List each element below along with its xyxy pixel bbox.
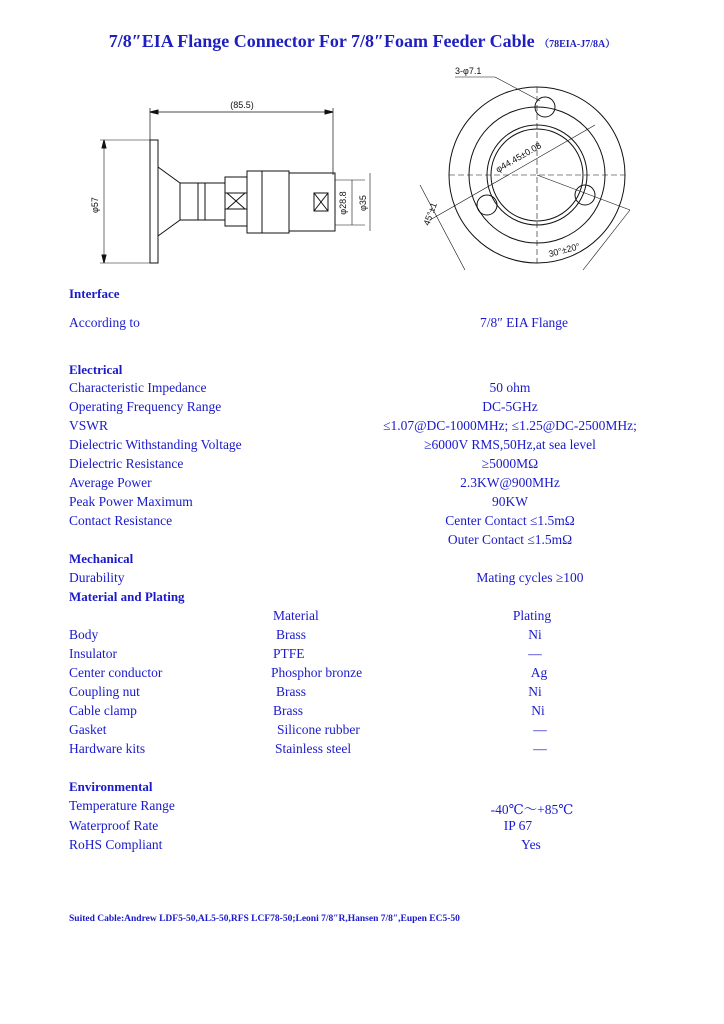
electrical-value-frequency: DC-5GHz [482,399,538,414]
environmental-value-rohs: Yes [521,837,541,852]
electrical-value-vswr: ≤1.07@DC-1000MHz; ≤1.25@DC-2500MHz; [383,418,637,433]
page-title [0,31,724,52]
section-heading-environmental: Environmental [69,779,153,794]
dim-flange-label: φ57 [90,197,100,213]
environmental-label-temperature: Temperature Range [69,798,175,813]
material-part-center-conductor: Center conductor [69,665,163,680]
electrical-value-impedance: 50 ohm [489,380,531,395]
mechanical-value-durability: Mating cycles ≥100 [476,570,584,585]
material-value-hardware-kits: Stainless steel [275,741,352,756]
suited-cable-footer: Suited Cable:Andrew LDF5-50,AL5-50,RFS LCF78-50;Leoni 7/8″R,Hansen 7/8″,Eupen EC5-50 [69,914,460,924]
electrical-value-withstanding-voltage: ≥6000V RMS,50Hz,at sea level [424,437,596,452]
electrical-value-dielectric-resistance: ≥5000MΩ [481,456,539,471]
electrical-label-frequency: Operating Frequency Range [69,399,222,414]
material-part-body: Body [69,627,99,642]
material-value-insulator: PTFE [273,646,305,661]
material-value-coupling-nut: Brass [276,684,306,699]
environmental-label-rohs: RoHS Compliant [69,837,163,852]
electrical-value-center-contact: Center Contact ≤1.5mΩ [445,513,575,528]
material-part-insulator: Insulator [69,646,117,661]
material-value-center-conductor: Phosphor bronze [271,665,363,680]
material-value-gasket: Silicone rubber [277,722,360,737]
dim-bolt-circle-label: φ44.45±0.08 [493,140,544,175]
electrical-value-average-power: 2.3KW@900MHz [460,475,560,490]
dim-body-inner-label: φ28.8 [338,191,348,215]
dim-body-outer-label: φ35 [358,195,368,211]
dim-holes-label: 3-φ7.1 [455,66,482,76]
electrical-label-average-power: Average Power [69,475,152,490]
electrical-label-dielectric-resistance: Dielectric Resistance [69,456,184,471]
material-value-cable-clamp: Brass [273,703,303,718]
flange-front-view-drawing [405,65,645,280]
plating-value-center-conductor: Ag [530,665,548,680]
plating-value-cable-clamp: Ni [531,703,545,718]
electrical-label-contact-resistance: Contact Resistance [69,513,173,528]
interface-value-according-to: 7/8″ EIA Flange [479,315,569,330]
dim-length-label: (85.5) [230,100,254,110]
section-heading-mechanical: Mechanical [69,551,134,566]
plating-value-hardware-kits: — [533,741,547,756]
title-main: 7/8″EIA Flange Connector For 7/8″Foam Feeder Cable [108,31,535,51]
electrical-label-vswr: VSWR [69,418,109,433]
section-heading-interface: Interface [69,286,120,301]
connector-side-view-drawing [80,85,380,285]
material-value-body: Brass [276,627,306,642]
plating-value-coupling-nut: Ni [528,684,542,699]
material-part-gasket: Gasket [69,722,107,737]
section-heading-electrical: Electrical [69,362,123,377]
dim-angle-label: 30°±20° [547,241,582,260]
section-heading-material: Material and Plating [69,589,185,604]
dim-mid-label: 45°±1 [421,201,439,227]
material-column-header: Material [273,608,319,623]
electrical-label-peak-power: Peak Power Maximum [69,494,193,509]
material-part-coupling-nut: Coupling nut [69,684,140,699]
electrical-label-withstanding-voltage: Dielectric Withstanding Voltage [69,437,242,452]
title-model-code: （78EIA-J7/8A） [539,39,616,50]
material-part-cable-clamp: Cable clamp [69,703,137,718]
plating-value-insulator: — [528,646,542,661]
environmental-label-waterproof: Waterproof Rate [69,818,159,833]
material-part-hardware-kits: Hardware kits [69,741,146,756]
plating-column-header: Plating [512,608,552,623]
environmental-value-temperature: -40℃～+85℃ [490,802,574,817]
electrical-label-impedance: Characteristic Impedance [69,380,207,395]
plating-value-body: Ni [528,627,542,642]
plating-value-gasket: — [533,722,547,737]
electrical-value-outer-contact: Outer Contact ≤1.5mΩ [447,532,573,547]
mechanical-label-durability: Durability [69,570,125,585]
environmental-value-waterproof: IP 67 [503,818,533,833]
electrical-value-peak-power: 90KW [492,494,528,509]
interface-label-according-to: According to [69,315,140,330]
